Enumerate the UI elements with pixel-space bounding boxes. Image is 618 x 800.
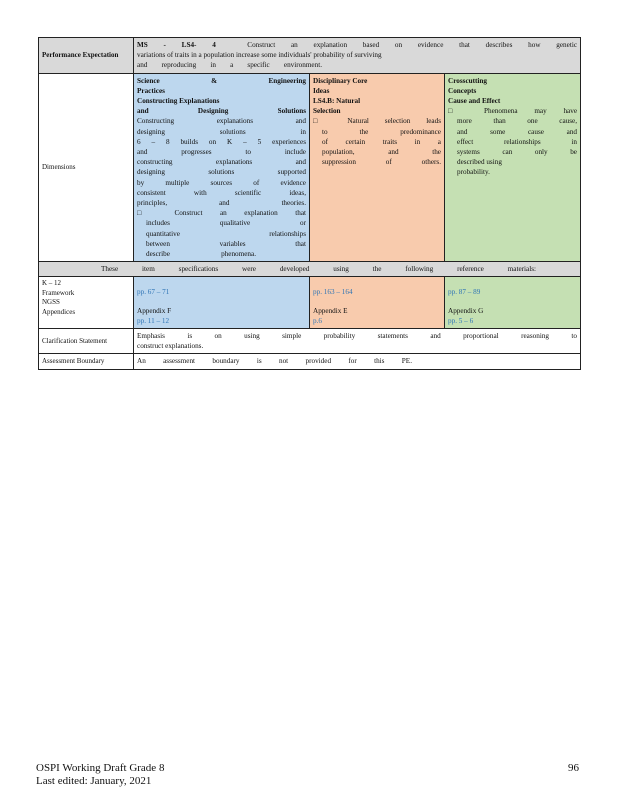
dci-appendix: Appendix E	[313, 306, 348, 315]
ccc-heading1: Crosscutting	[448, 76, 488, 85]
sep-bullet-line: includes qualitative or	[146, 219, 306, 228]
sep-heading3: Constructing Explanations	[137, 97, 220, 106]
performance-line3: and reproducing in a specific environment.	[137, 61, 322, 70]
clarification-row	[39, 329, 581, 354]
ccc-bullet-line: effect relationships in	[457, 137, 578, 146]
dci-framework-pages: pp. 163 – 164	[313, 288, 353, 297]
ccc-bullet-line: more than one cause,	[457, 117, 578, 126]
dci-heading1: Disciplinary Core	[313, 76, 368, 85]
sep-bullet-line	[137, 208, 306, 218]
performance-label: Performance Expectation	[39, 38, 134, 74]
ccc-bullet-line: systems can only be	[457, 148, 578, 157]
references-row	[39, 277, 581, 329]
sep-framework-pages: pp. 67 – 71	[137, 288, 170, 297]
sep-body-line: by multiple sources of evidence	[137, 178, 306, 187]
sep-body-line: Constructing explanations and	[137, 117, 306, 126]
dimensions-row	[39, 73, 581, 262]
sep-bullet-text: Construct an explanation that	[174, 209, 307, 218]
dci-bullet-text: Natural selection leads	[347, 117, 442, 126]
sep-appendix-pages: pp. 11 – 12	[137, 316, 170, 325]
ccc-bullet-line: described using	[457, 158, 502, 167]
k12-framework-label: K – 12 Framework	[42, 279, 75, 297]
clarification-label: Clarification Statement	[39, 329, 134, 354]
sep-heading1: Science & Engineering	[137, 76, 306, 85]
ccc-heading2: Concepts	[448, 86, 477, 95]
dci-appendix-pages: p.6	[313, 316, 322, 325]
sep-body-line: constructing explanations and	[137, 158, 306, 167]
dci-heading2: Ideas	[313, 86, 330, 95]
dci-cell	[310, 73, 445, 262]
dci-heading4: Selection	[313, 107, 341, 116]
specification-table	[38, 37, 581, 370]
sep-bullet-line: quantitative relationships	[146, 229, 306, 238]
footer-edited-line: Last edited: January, 2021	[36, 775, 152, 787]
performance-text	[134, 38, 581, 74]
assessment-text	[134, 354, 581, 369]
sep-references	[134, 277, 310, 329]
sep-body-line: designing solutions supported	[137, 168, 306, 177]
dci-bullet-line: population, and the	[322, 148, 441, 157]
page-number: 96	[568, 762, 579, 774]
assessment-boundary-text: An assessment boundary is not provided for this PE.	[137, 357, 412, 366]
sep-heading4: and Designing Solutions	[137, 107, 306, 116]
ccc-appendix-pages: pp. 5 – 6	[448, 316, 474, 325]
dci-bullet-line	[313, 116, 441, 126]
ccc-bullet-text: Phenomena may have	[484, 107, 578, 116]
dci-bullet-line: to the predominance	[322, 127, 441, 136]
clarification-line2: construct explanations.	[137, 342, 204, 351]
sep-appendix: Appendix F	[137, 306, 172, 315]
references-intro: These item specifications were developed using the following reference materials:	[39, 262, 581, 277]
performance-line1: Construct an explanation based on evidence that describes how genetic	[247, 41, 578, 49]
sep-body-line: designing solutions in	[137, 127, 306, 136]
sep-bullet-line: between variables that	[146, 239, 306, 248]
assessment-label: Assessment Boundary	[39, 354, 134, 369]
footer	[36, 762, 164, 788]
bullet-icon: □	[137, 209, 158, 218]
sep-body-line: and progresses to include	[137, 148, 306, 157]
ccc-references	[445, 277, 581, 329]
performance-line2: variations of traits in a population increase some individuals' probability of surviving	[137, 51, 382, 60]
performance-row	[39, 38, 581, 74]
footer-draft-line: OSPI Working Draft Grade 8	[36, 762, 165, 774]
sep-body-line: consistent with scientific ideas,	[137, 188, 306, 197]
sep-body-line: 6 – 8 builds on K – 5 experiences	[137, 137, 306, 146]
references-intro-row	[39, 262, 581, 277]
sep-body-line: principles, and theories.	[137, 199, 306, 208]
ngss-appendices-label: NGSS Appendices	[42, 298, 76, 316]
dci-bullet-line: suppression of others.	[322, 158, 441, 167]
ccc-cell	[445, 73, 581, 262]
ccc-appendix: Appendix G	[448, 306, 484, 315]
clarification-line1: Emphasis is on using simple probability statements and proportional reasoning to	[137, 332, 578, 341]
dci-heading3: LS4.B: Natural	[313, 97, 361, 106]
bullet-icon: □	[313, 117, 332, 126]
ccc-heading3: Cause and Effect	[448, 97, 501, 106]
sep-heading2: Practices	[137, 86, 165, 95]
assessment-row	[39, 354, 581, 369]
sep-bullet-line: describe phenomena.	[146, 250, 256, 259]
clarification-text	[134, 329, 581, 354]
dci-bullet-line: of certain traits in a	[322, 137, 441, 146]
specification-table-wrapper	[38, 37, 580, 370]
ccc-bullet-line: probability.	[457, 168, 490, 177]
dci-references	[310, 277, 445, 329]
ccc-bullet-line	[448, 106, 577, 116]
bullet-icon: □	[448, 107, 468, 116]
ccc-bullet-line: and some cause and	[457, 127, 578, 136]
performance-code: MS - LS4- 4	[137, 41, 216, 49]
dimensions-label: Dimensions	[39, 73, 134, 262]
references-labels	[39, 277, 134, 329]
sep-cell	[134, 73, 310, 262]
ccc-framework-pages: pp. 87 – 89	[448, 288, 481, 297]
